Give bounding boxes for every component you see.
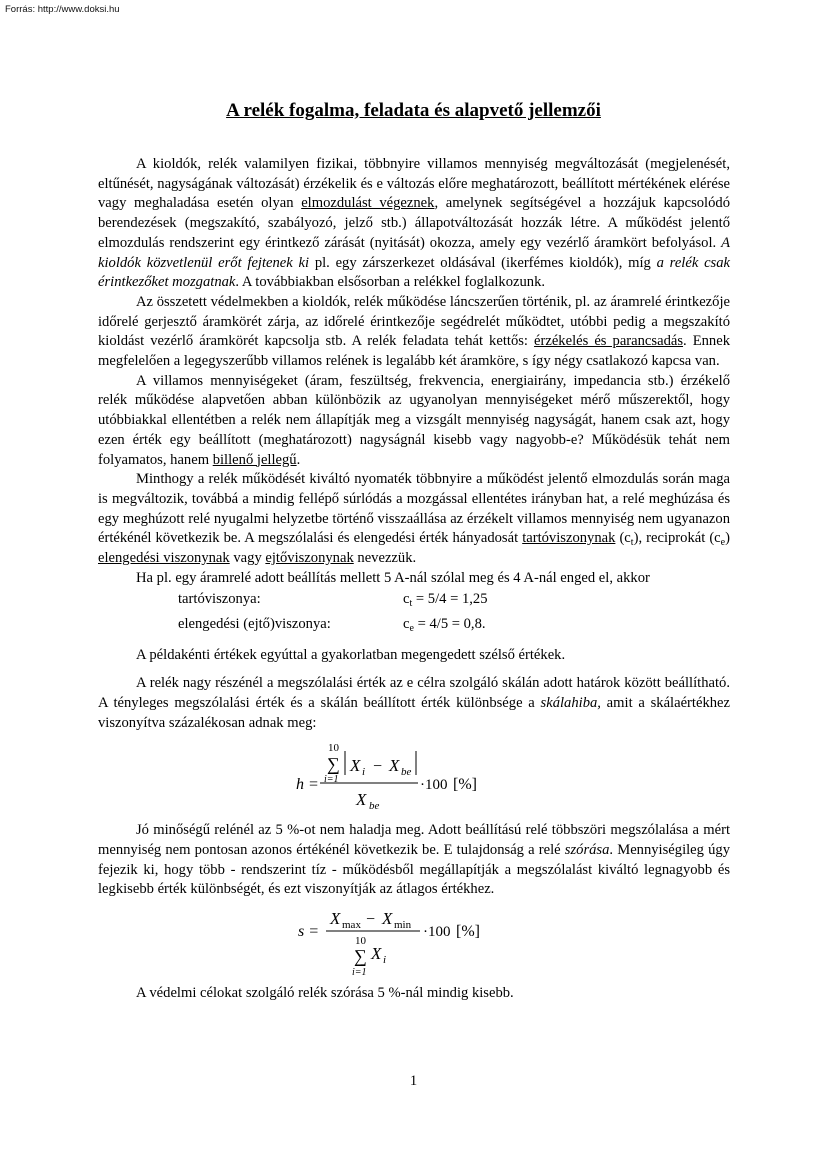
formula-skalahiba-svg xyxy=(98,739,730,819)
formula-skalahiba xyxy=(98,739,730,819)
numerator-x: X xyxy=(350,756,361,776)
paragraph-9: A védelmi célokat szolgáló relék szórása 5 %-nál mindig kisebb. xyxy=(136,985,514,1002)
formula-unit: [%] xyxy=(456,923,480,941)
numerator-x-sub: i xyxy=(362,766,366,779)
formula-szoras-svg xyxy=(98,908,730,980)
numerator-xmin-sub: min xyxy=(394,919,412,932)
formula-unit: [%] xyxy=(453,776,477,794)
sum-upper: 10 xyxy=(355,935,366,948)
ratio-row-elengedesi xyxy=(98,613,730,638)
ratio-label: tartóviszonya: xyxy=(178,591,261,608)
formula-lhs: s = xyxy=(298,923,320,941)
paragraph-1: A kioldók, relék valamilyen fizikai, többnyire villamos mennyiség megváltozását (megjelenését, eltűnését, nagyságának változását) érzékelik és e változás előre meghatározott, beállított mértékének elérése vagy meghaladása esetén olyan elmozdulást végeznek, amelynek segítségével a hozzájuk kapcsolódó berendezések (megszakító, szabályozó, jelző stb.) állapotváltozását hozzák létre. A működést jelentő elmozdulás rendszerint egy érintkező zárását (nyitását) okozza, amely egy vezérlő áramkört befolyásol. A kioldók közvetlenül erőt fejtenek ki pl. egy zárszerkezet oldásával (ikerfémes kioldók), míg a relék csak érintkezőket mozgatnak. A továbbiakban elsősorban a relékkel foglalkozunk. xyxy=(98,156,730,291)
paragraph-5: Ha pl. egy áramrelé adott beállítás mellett 5 A-nál szólal meg és 4 A-nál enged el, akkor xyxy=(136,569,650,586)
paragraph-8: Jó minőségű relénél az 5 %-ot nem haladja meg. Adott beállítású relé többszöri megszólalása a mért mennyiség nem pontosan azonos értékénél következik be. E tulajdonság a relé szórása. Mennyiségileg úgy fejezik ki, hogy több - rendszerint tíz - működésből megállapítják a megszólalást kiváltó legnagyobb és legkisebb érték különbségét, és ezt viszonyítják az átlagos értékhez. xyxy=(98,822,730,898)
numerator-xbe-sub: be xyxy=(401,766,412,779)
ratio-value: $c_e = 4/5 = 0,8$. xyxy=(403,616,486,635)
ratio-value: $c_t = 5/4 = 1,25$ xyxy=(403,591,488,610)
sum-sign: ∑ xyxy=(327,754,340,775)
formula-lhs: h = xyxy=(296,776,319,794)
numerator-xmax: X xyxy=(330,909,341,929)
source-label: Forrás: http://www.doksi.hu xyxy=(5,4,120,15)
document-body xyxy=(98,155,730,1004)
denominator-x: X xyxy=(356,790,367,810)
formula-szoras xyxy=(98,908,730,980)
paragraph-7: A relék nagy részénél a megszólalási érték az e célra szolgáló skálán adott határok között beállítható. A tényleges megszólalási érték és a skálán beállított érték különbsége a skálahiba, amit a skálaértékhez viszonyítva százalékosan adnak meg: xyxy=(98,675,730,731)
denominator-x: X xyxy=(371,944,382,964)
sum-lower: i=1 xyxy=(324,774,339,786)
denominator-x-sub: be xyxy=(369,800,380,813)
minus-sign: − xyxy=(366,911,376,929)
paragraph-6: A példakénti értékek egyúttal a gyakorlatban megengedett szélső értékek. xyxy=(136,647,566,664)
numerator-xmin: X xyxy=(382,909,393,929)
page-title: A relék fogalma, feladata és alapvető jellemzői xyxy=(226,100,601,121)
sum-sign: ∑ xyxy=(354,946,367,967)
denominator-x-sub: i xyxy=(383,954,387,967)
page-number: 1 xyxy=(409,1073,418,1089)
paragraph-3: A villamos mennyiségeket (áram, feszültség, frekvencia, energiairány, impedancia stb.) érzékelő relék működése alapvetően abban különbözik az ugyanolyan mennyiségeket mérő műszerektől, hogy utóbbiakkal ellentétben a relék nem állapítják meg a vizsgált mennyiség nagyságát, hanem csak azt, hogy ezen érték egy beállított (meghatározott) nagyságnál kisebb vagy nagyobb-e? Működésük tehát nem folyamatos, hanem billenő jellegű. xyxy=(98,372,730,468)
formula-multiplier: ·100 xyxy=(423,924,451,941)
ratio-row-tarto xyxy=(98,588,730,613)
sum-lower: i=1 xyxy=(352,967,367,979)
formula-multiplier: ·100 xyxy=(420,777,448,794)
ratio-label: elengedési (ejtő)viszonya: xyxy=(178,616,331,633)
numerator-xbe: X xyxy=(389,756,400,776)
paragraph-4: Minthogy a relék működését kiváltó nyomaték többnyire a működést jelentő elmozdulás során maga is megváltozik, továbbá a mindig fellépő súrlódás a mozgással ellentétes irányban hat, a relé meghúzása és egy meghúzott relé nyugalmi helyzetbe történő visszaállása az érzékelt villamos mennyiség nem ugyanazon értékénél következik be. A megszólalási és elengedési érték hányadosát tartóviszonynak $(c_t)$, reciprokát $(c_e)$ elengedési viszonynak vagy ejtőviszonynak nevezzük. xyxy=(98,471,730,567)
minus-sign: − xyxy=(373,758,383,776)
paragraph-2: Az összetett védelmekben a kioldók, relék működése láncszerűen történik, pl. az áramrelé érintkezője időrelé gerjesztő áramkörét zárja, az időrelé érintkezője segédrelét működtet, utóbbi pedig a megszakító kioldást vezérlő áramkörét kapcsolja stb. A relék feladata tehát kettős: érzékelés és parancsadás. Ennek megfelelően a legegyszerűbb villamos relének is legalább két áramköre, s így négy csatlakozó kapcsa van. xyxy=(98,293,730,370)
numerator-xmax-sub: max xyxy=(342,919,361,932)
sum-upper: 10 xyxy=(328,742,339,755)
